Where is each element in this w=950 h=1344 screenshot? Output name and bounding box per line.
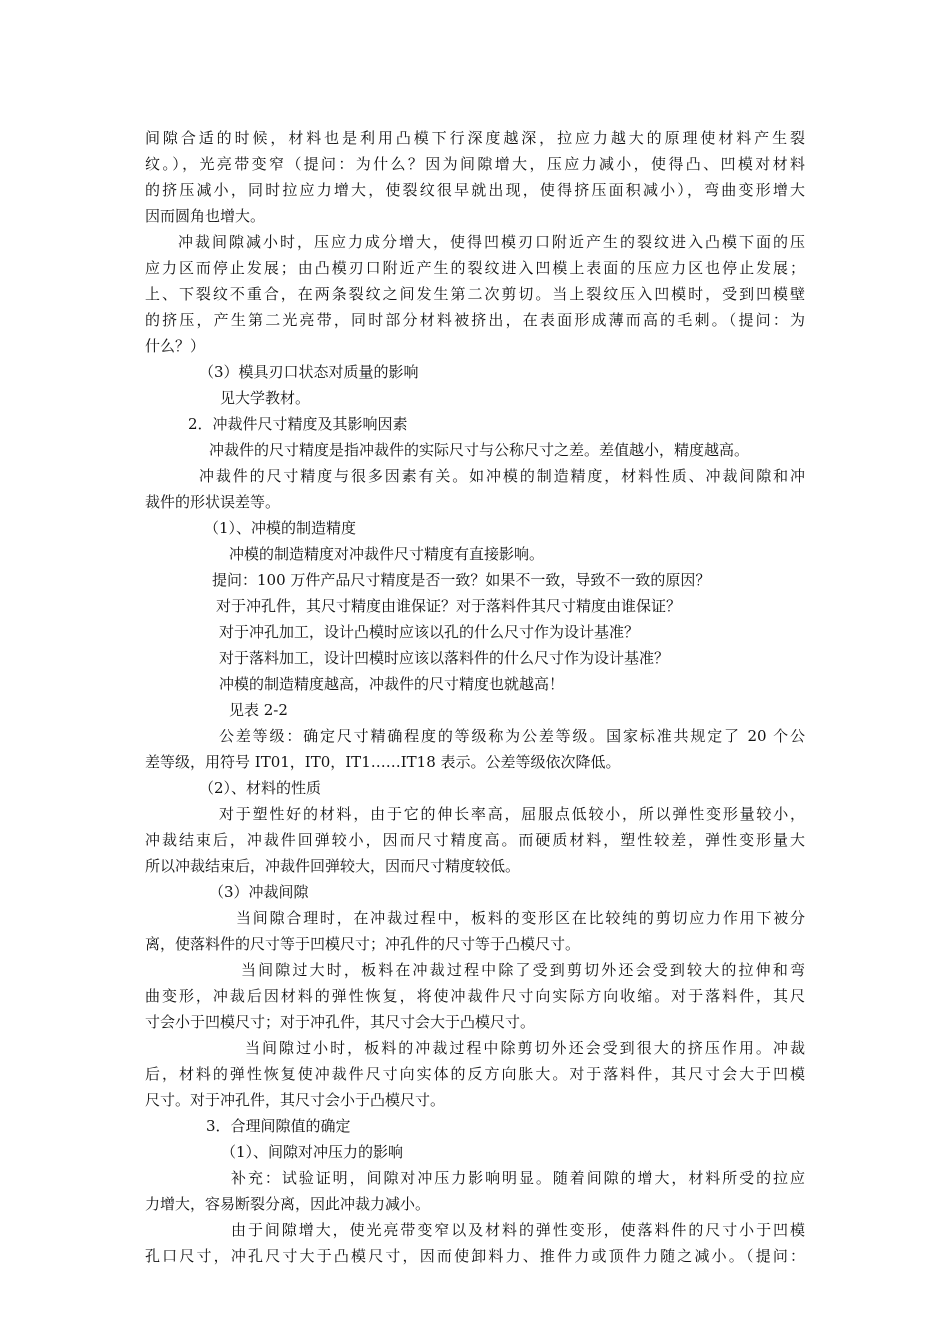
text-line: 的挤压，产生第二光亮带，同时部分材料被挤出，在表面形成薄而高的毛刺。（提问：为 [145, 311, 805, 329]
text-line: 当间隙过大时，板料在冲裁过程中除了受到剪切外还会受到较大的拉伸和弯 [241, 961, 805, 979]
text-line: 公差等级：确定尺寸精确程度的等级称为公差等级。国家标准共规定了 20 个公 [219, 727, 805, 745]
text-line: 曲变形，冲裁后因材料的弹性恢复，将使冲裁件尺寸向实际方向收缩。对于落料件，其尺 [145, 987, 805, 1005]
text-line: 当间隙过小时，板料的冲裁过程中除剪切外还会受到很大的挤压作用。冲裁 [245, 1039, 805, 1057]
text-line: 对于冲孔加工，设计凸模时应该以孔的什么尺寸作为设计基准？ [219, 623, 640, 641]
text-line: 补充：试验证明，间隙对冲压力影响明显。随着间隙的增大，材料所受的拉应 [231, 1169, 805, 1187]
section-heading: 3．合理间隙值的确定 [206, 1117, 351, 1135]
text-line: 应力区而停止发展；由凸模刃口附近产生的裂纹进入凹模上表面的压应力区也停止发展； [145, 259, 805, 277]
section-heading: （3）冲裁间隙 [209, 883, 309, 901]
text-line: 孔口尺寸，冲孔尺寸大于凸模尺寸，因而使卸料力、推件力或顶件力随之减小。（提问： [145, 1247, 805, 1265]
text-line: 冲裁结束后，冲裁件回弹较小，因而尺寸精度高。而硬质材料，塑性较差，弹性变形量大 [145, 831, 805, 849]
text-line: 冲裁间隙减小时，压应力成分增大，使得凹模刃口附近产生的裂纹进入凸模下面的压 [178, 233, 805, 251]
text-line: 对于冲孔件，其尺寸精度由谁保证？对于落料件其尺寸精度由谁保证？ [216, 597, 682, 615]
text-line: 提问：100 万件产品尺寸精度是否一致？如果不一致，导致不一致的原因？ [212, 571, 711, 589]
text-line: 当间隙合理时，在冲裁过程中，板料的变形区在比较纯的剪切应力作用下被分 [236, 909, 805, 927]
text-line: 因而圆角也增大。 [145, 207, 266, 225]
text-line: 见表 2-2 [229, 701, 288, 719]
section-heading: （1）、冲模的制造精度 [204, 519, 357, 537]
text-line: 什么？） [145, 337, 206, 355]
text-line: 所以冲裁结束后，冲裁件回弹较大，因而尺寸精度较低。 [145, 857, 521, 875]
text-line: 力增大，容易断裂分离，因此冲裁力减小。 [145, 1195, 431, 1213]
section-heading: 2．冲裁件尺寸精度及其影响因素 [188, 415, 408, 433]
text-line: 上、下裂纹不重合，在两条裂纹之间发生第二次剪切。当上裂纹压入凹模时，受到凹模壁 [145, 285, 805, 303]
section-heading: （3）模具刃口状态对质量的影响 [199, 363, 419, 381]
text-line: 寸会小于凹模尺寸；对于冲孔件，其尺寸会大于凸模尺寸。 [145, 1013, 536, 1031]
text-line: 尺寸。对于冲孔件，其尺寸会小于凸模尺寸。 [145, 1091, 446, 1109]
text-line: 见大学教材。 [220, 389, 311, 407]
text-line: 差等级，用符号 IT01，IT0，IT1……IT18 表示。公差等级依次降低。 [145, 753, 621, 771]
text-line: 对于落料加工，设计凹模时应该以落料件的什么尺寸作为设计基准？ [219, 649, 670, 667]
section-heading: （1）、间隙对冲压力的影响 [221, 1143, 404, 1161]
text-line: 间隙合适的时候，材料也是利用凸模下行深度越深，拉应力越大的原理使材料产生裂 [145, 129, 805, 147]
text-line: 对于塑性好的材料，由于它的伸长率高，屈服点低较小，所以弹性变形量较小， [219, 805, 805, 823]
text-line: 的挤压减小，同时拉应力增大，使裂纹很早就出现，使得挤压面积减小），弯曲变形增大 [145, 181, 805, 199]
text-line: 纹。），光亮带变窄（提问：为什么？因为间隙增大，压应力减小，使得凸、凹模对材料 [145, 155, 805, 173]
text-line: 冲模的制造精度越高，冲裁件的尺寸精度也就越高！ [219, 675, 565, 693]
text-line: 冲裁件的尺寸精度与很多因素有关。如冲模的制造精度，材料性质、冲裁间隙和冲 [199, 467, 805, 485]
text-line: 由于间隙增大，使光亮带变窄以及材料的弹性变形，使落料件的尺寸小于凹模 [231, 1221, 805, 1239]
text-line: 冲裁件的尺寸精度是指冲裁件的实际尺寸与公称尺寸之差。差值越小，精度越高。 [209, 441, 750, 459]
text-line: 冲模的制造精度对冲裁件尺寸精度有直接影响。 [229, 545, 545, 563]
text-line: 离，使落料件的尺寸等于凹模尺寸；冲孔件的尺寸等于凸模尺寸。 [145, 935, 581, 953]
section-heading: （2）、材料的性质 [199, 779, 322, 797]
text-line: 裁件的形状误差等。 [145, 493, 281, 511]
text-line: 后，材料的弹性恢复使冲裁件尺寸向实体的反方向胀大。对于落料件，其尺寸会大于凹模 [145, 1065, 805, 1083]
